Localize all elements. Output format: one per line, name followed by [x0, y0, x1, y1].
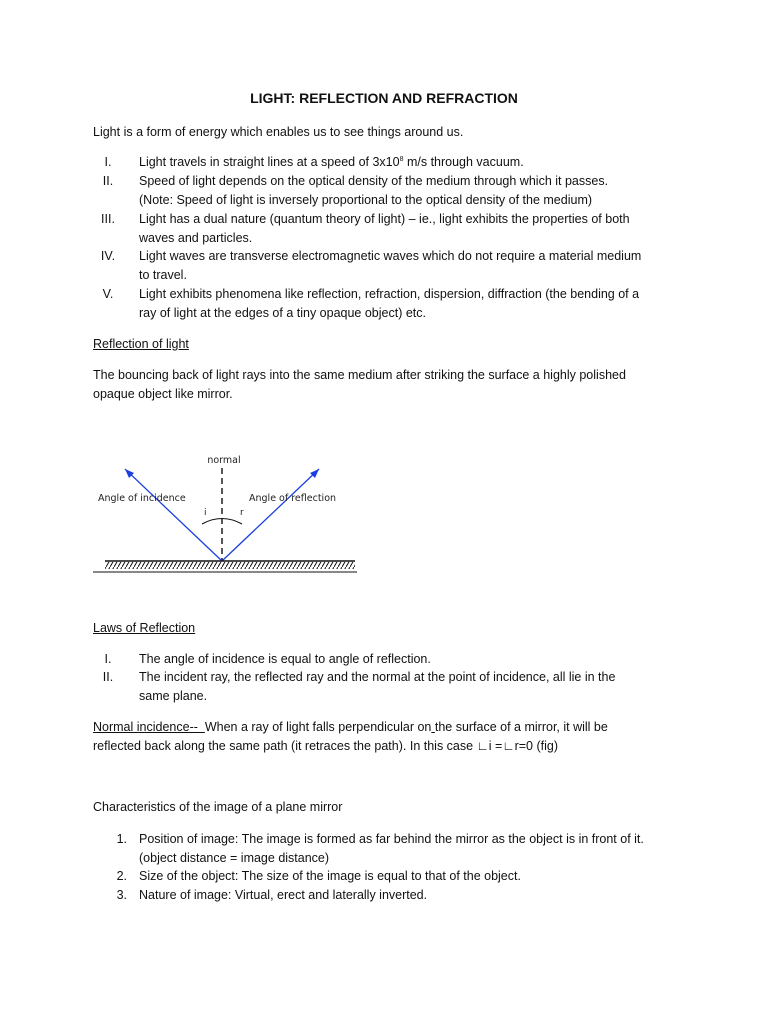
list-item-text: Light waves are transverse electromagnetic waves which do not require a material medium: [139, 249, 642, 263]
reflection-label: Angle of reflection: [249, 493, 337, 504]
page-title: LIGHT: REFLECTION AND REFRACTION: [250, 90, 518, 106]
list-marker: I.: [104, 652, 112, 666]
list-item-text: (object distance = image distance): [139, 851, 330, 865]
angle-r-label: r: [240, 508, 244, 518]
list-marker: 1.: [116, 832, 127, 846]
list-item-text: Position of image: The image is formed as far behind the mirror as the object is in front of it.: [139, 832, 644, 846]
list-item-text: Size of the object: The size of the image is equal to that of the object.: [139, 869, 521, 883]
incident-ray: [125, 469, 222, 561]
list-item-text: Nature of image: Virtual, erect and laterally inverted.: [139, 888, 428, 902]
section-heading: Characteristics of the image of a plane mirror: [93, 800, 343, 814]
list-item-text: (Note: Speed of light is inversely proportional to the optical density of the medium): [139, 193, 593, 207]
list-item-text: Light exhibits phenomena like reflection, refraction, dispersion, diffraction (the bending of a: [139, 287, 640, 301]
intro-text: Light is a form of energy which enables us to see things around us.: [93, 125, 464, 139]
list-marker: II.: [102, 670, 114, 684]
list-item-text: The angle of incidence is equal to angle of reflection.: [139, 652, 431, 666]
paragraph-line: opaque object like mirror.: [93, 387, 233, 401]
list-marker: I.: [104, 155, 112, 169]
list-item-text: Speed of light depends on the optical density of the medium through which it passes.: [139, 174, 609, 188]
list-item-text: to travel.: [139, 268, 187, 282]
list-item-text: Light travels in straight lines at a speed of $3x10^8$ m/s through vacuum.: [139, 155, 524, 169]
section-heading: Laws of Reflection: [93, 621, 196, 635]
reflected-ray: [222, 469, 319, 561]
paragraph-line: reflected back along the same path (it retraces the path). In this case ∟i =∟r=0 (fig): [93, 739, 558, 753]
list-item-text: same plane.: [139, 689, 208, 703]
list-marker: V.: [102, 287, 114, 301]
list-item-text: waves and particles.: [139, 231, 253, 245]
list-marker: IV.: [100, 249, 116, 263]
normal-label: normal: [207, 455, 241, 466]
reflection-diagram: [90, 448, 365, 578]
list-marker: 3.: [116, 888, 127, 902]
section-heading: Reflection of light: [93, 337, 189, 351]
list-item-text: Light has a dual nature (quantum theory of light) – ie., light exhibits the properties of both: [139, 212, 630, 226]
mirror-hatching: [105, 562, 355, 569]
list-marker: III.: [101, 212, 115, 226]
angle-i-label: i: [204, 508, 207, 518]
normal-incidence-paragraph: Normal incidence-- When a ray of light falls perpendicular on the surface of a mirror, it will be: [93, 720, 608, 734]
list-item-text: The incident ray, the reflected ray and the normal at the point of incidence, all lie in the: [139, 670, 616, 684]
list-marker: 2.: [116, 869, 127, 883]
normal-incidence-label: Normal incidence--: [93, 720, 205, 734]
list-item-text: ray of light at the edges of a tiny opaque object) etc.: [139, 306, 426, 320]
list-marker: II.: [102, 174, 114, 188]
incidence-label: Angle of incidence: [98, 493, 186, 504]
paragraph-line: The bouncing back of light rays into the same medium after striking the surface a highly polished: [93, 368, 626, 382]
